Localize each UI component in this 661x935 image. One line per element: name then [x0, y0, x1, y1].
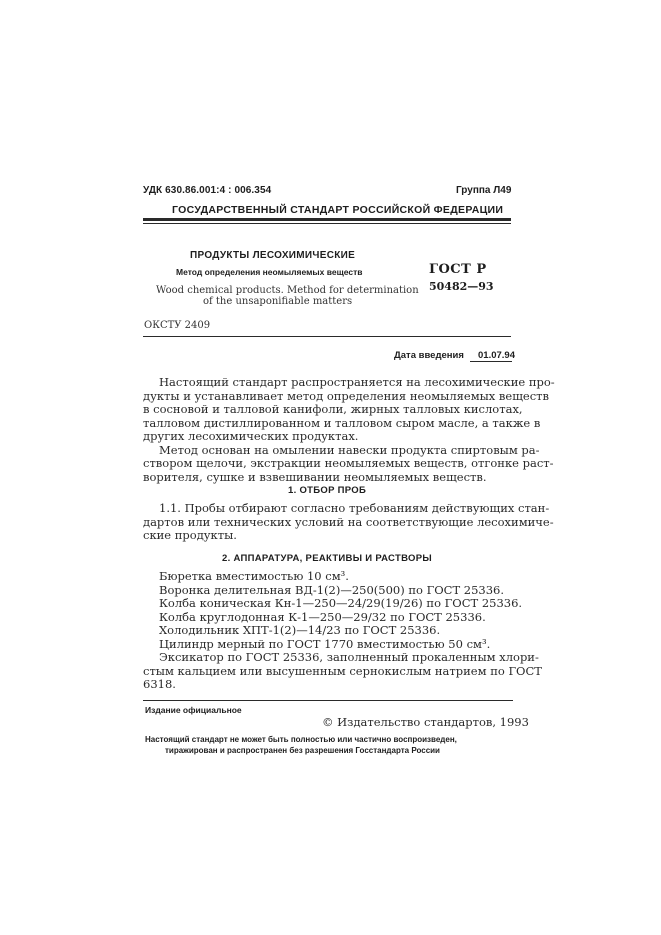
gost-label: ГОСТ Р	[429, 262, 487, 277]
group-code: Группа Л49	[456, 185, 512, 196]
section-1-line: 1.1. Пробы отбирают согласно требованиям действующих стан-	[159, 501, 550, 515]
official-edition-label: Издание официальное	[145, 705, 242, 715]
subtitle-en-line-2: of the unsaponifiable matters	[203, 296, 353, 307]
section-1-line: дартов или технических условий на соответствующие лесохимиче-	[143, 514, 554, 529]
gost-number: 50482—93	[429, 280, 494, 293]
okstu-code: ОКСТУ 2409	[144, 320, 211, 331]
intro-line: талловом дистиллированном и талловом сыром масле, а также в	[143, 415, 541, 430]
method-line: створом щелочи, экстракции неомыляемых веществ, отгонке раст-	[143, 456, 554, 470]
reproduction-notice-line-2: тиражирован и распространен без разрешения Госстандарта России	[165, 746, 440, 755]
apparatus-item: Воронка делительная ВД-1(2)—250(500) по ГОСТ 25336.	[159, 582, 505, 597]
apparatus-item: Эксикатор по ГОСТ 25336, заполненный прокаленным хлори-	[159, 650, 539, 664]
footer-rule	[143, 700, 513, 701]
subtitle-en-line-1: Wood chemical products. Method for determination	[156, 285, 419, 296]
intro-date-underline	[470, 361, 512, 362]
intro-line: других лесохимических продуктах.	[143, 429, 359, 443]
copyright-notice: © Издательство стандартов, 1993	[322, 715, 529, 729]
title-rule	[143, 336, 511, 337]
apparatus-item: Холодильник ХПТ-1(2)—14/23 по ГОСТ 25336.	[159, 623, 441, 637]
method-line: Метод основан на омылении навески продукта спиртовым ра-	[159, 442, 540, 457]
udk-code: УДК 630.86.001:4 : 006.354	[143, 185, 272, 196]
document-title: ПРОДУКТЫ ЛЕСОХИМИЧЕСКИЕ	[190, 250, 356, 261]
apparatus-item: Цилиндр мерный по ГОСТ 1770 вместимостью 50 см³.	[159, 636, 491, 651]
method-line: ворителя, сушке и взвешивании неомыляемых веществ.	[143, 469, 487, 484]
subtitle-ru: Метод определения неомыляемых веществ	[176, 267, 363, 277]
apparatus-item: Бюретка вместимостью 10 см³.	[159, 569, 349, 583]
header-thick-rule	[143, 218, 511, 221]
intro-paragraph	[143, 375, 555, 484]
section-1-heading: 1. ОТБОР ПРОБ	[288, 485, 367, 496]
state-standard-heading: ГОСУДАРСТВЕННЫЙ СТАНДАРТ РОССИЙСКОЙ ФЕДЕРАЦИИ	[172, 204, 504, 216]
apparatus-item: Колба круглодонная К-1—250—29/32 по ГОСТ 25336.	[159, 609, 486, 624]
section-1-body	[143, 501, 554, 543]
apparatus-item: стым кальцием или высушенным сернокислым натрием по ГОСТ	[143, 663, 542, 678]
reproduction-notice-line-1: Настоящий стандарт не может быть полностью или частично воспроизведен,	[145, 735, 457, 744]
apparatus-item: 6318.	[143, 677, 176, 691]
intro-line: дукты и устанавливает метод определения неомыляемых веществ	[143, 388, 549, 403]
header-thin-rule	[143, 223, 511, 224]
section-1-line: ские продукты.	[143, 528, 237, 542]
intro-line: Настоящий стандарт распространяется на лесохимические про-	[159, 375, 555, 389]
apparatus-item: Колба коническая Кн-1—250—24/29(19/26) по ГОСТ 25336.	[159, 596, 523, 610]
section-2-body	[143, 569, 542, 692]
intro-date-label: Дата введения	[394, 350, 464, 361]
intro-line: в сосновой и талловой канифоли, жирных талловых кислотах,	[143, 402, 523, 416]
section-2-heading: 2. АППАРАТУРА, РЕАКТИВЫ И РАСТВОРЫ	[222, 553, 432, 564]
intro-date-value: 01.07.94	[478, 350, 515, 361]
